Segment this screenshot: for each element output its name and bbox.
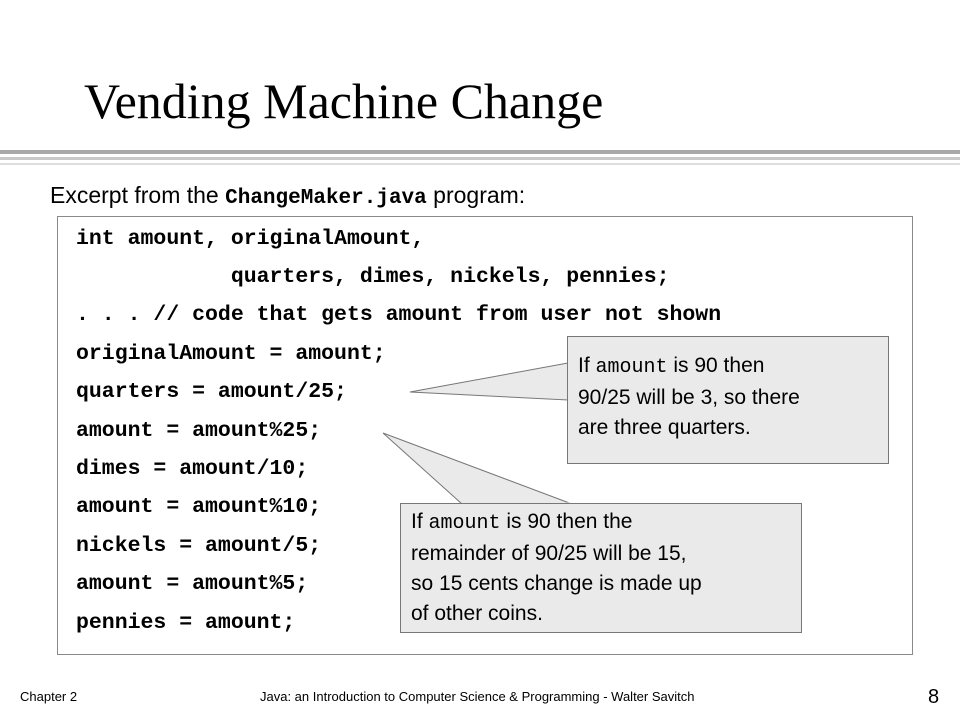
code-line-1: int amount, originalAmount, — [76, 227, 425, 251]
callout1-line-2: 90/25 will be 3, so there — [578, 386, 800, 409]
slide-title: Vending Machine Change — [84, 73, 604, 129]
code-line-2: quarters, dimes, nickels, pennies; — [76, 265, 670, 289]
code-line-11: pennies = amount; — [76, 611, 296, 635]
callout1-line-3: are three quarters. — [578, 416, 751, 439]
code-line-6: amount = amount%25; — [76, 419, 322, 443]
callout2-line-1 — [411, 507, 791, 539]
callout1-rest: is 90 then — [667, 354, 765, 377]
callout-quarters — [567, 336, 889, 464]
excerpt-suffix: program: — [426, 182, 526, 208]
code-line-3: . . . // code that gets amount from user not shown — [76, 303, 722, 327]
callout2-line-2: remainder of 90/25 will be 15, — [411, 542, 687, 565]
excerpt-filename: ChangeMaker.java — [225, 187, 427, 210]
callout2-prefix: If — [411, 510, 429, 533]
footer-course: Java: an Introduction to Computer Science & Programming - Walter Savitch — [260, 689, 695, 704]
callout2-code: amount — [428, 512, 501, 535]
code-line-9: nickels = amount/5; — [76, 534, 322, 558]
callout1-line-1 — [578, 351, 878, 383]
callout1-pointer — [410, 363, 568, 400]
callout-remainder — [400, 503, 802, 633]
code-line-8: amount = amount%10; — [76, 495, 322, 519]
callout2-pointer — [383, 433, 572, 504]
code-line-7: dimes = amount/10; — [76, 457, 309, 481]
callout2-rest: is 90 then the — [500, 510, 633, 533]
callout1-prefix: If — [578, 354, 596, 377]
callout2-line-4: of other coins. — [411, 602, 543, 625]
excerpt-prefix: Excerpt from the — [50, 182, 226, 208]
footer-chapter: Chapter 2 — [20, 689, 78, 704]
code-line-5: quarters = amount/25; — [76, 380, 347, 404]
code-line-4: originalAmount = amount; — [76, 342, 386, 366]
callout2-line-3: so 15 cents change is made up — [411, 572, 702, 595]
code-line-10: amount = amount%5; — [76, 572, 309, 596]
callout1-code: amount — [595, 356, 668, 379]
page-number: 8 — [928, 686, 940, 708]
